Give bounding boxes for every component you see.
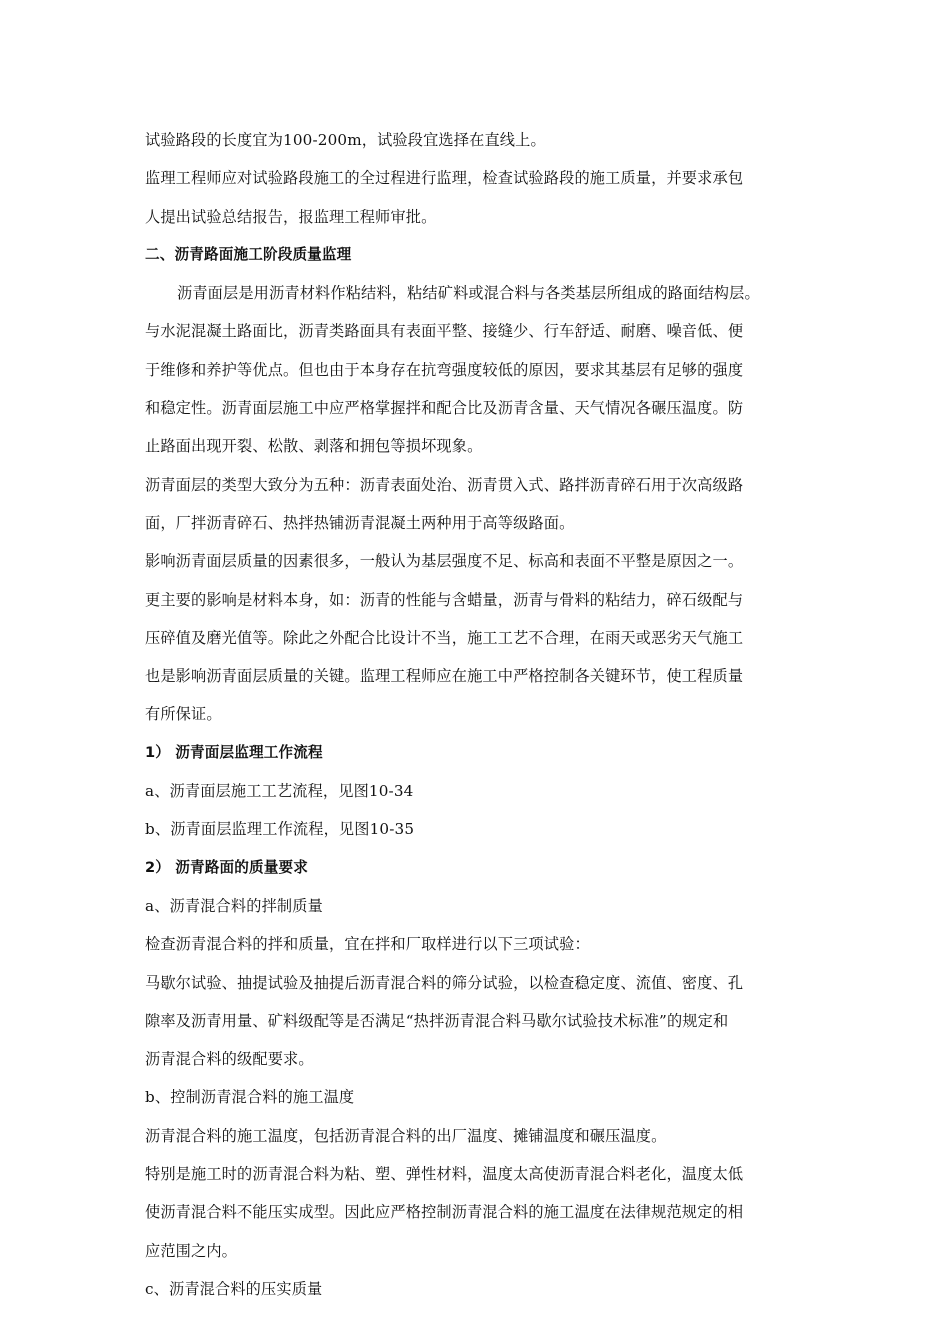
text-line: 沥青面层是用沥青材料作粘结料，粘结矿料或混合料与各类基层所组成的路面结构层。 [177,284,760,303]
text-line: 马歇尔试验、抽提试验及抽提后沥青混合料的筛分试验，以检查稳定度、流值、密度、孔 [145,973,744,992]
text-line: 更主要的影响是材料本身，如：沥青的性能与含蜡量，沥青与骨料的粘结力，碎石级配与 [145,590,744,609]
text-line: 试验路段的长度宜为100-200m，试验段宜选择在直线上。 [145,131,546,149]
text-line: 影响沥青面层质量的因素很多，一般认为基层强度不足、标高和表面不平整是原因之一。 [145,552,744,571]
text-line: a、沥青面层施工工艺流程，见图10-34 [145,782,414,801]
text-line: 和稳定性。沥青面层施工中应严格掌握拌和配合比及沥青含量、天气情况各碾压温度。防 [145,399,744,418]
text-line: 应范围之内。 [145,1241,238,1260]
document-body [145,121,825,1308]
text-line: 压碎值及磨光值等。除此之外配合比设计不当，施工工艺不合理，在雨天或恶劣天气施工 [145,628,744,647]
text-line: 隙率及沥青用量、矿料级配等是否满足“热拌沥青混合料马歇尔试验技术标准”的规定和 [145,1011,729,1030]
text-line: b、控制沥青混合料的施工温度 [145,1088,355,1107]
text-line: 有所保证。 [145,705,222,724]
text-line: 也是影响沥青面层质量的关键。监理工程师应在施工中严格控制各关键环节，使工程质量 [145,667,744,686]
text-line: c、沥青混合料的压实质量 [145,1279,323,1298]
text-line: 面，厂拌沥青碎石、热拌热铺沥青混凝土两种用于高等级路面。 [145,513,575,532]
text-line: 检查沥青混合料的拌和质量，宜在拌和厂取样进行以下三项试验： [145,935,590,954]
text-line: 监理工程师应对试验路段施工的全过程进行监理，检查试验路段的施工质量，并要求承包 [145,169,744,188]
text-line: 沥青混合料的施工温度，包括沥青混合料的出厂温度、摊铺温度和碾压温度。 [145,1126,667,1145]
subsection-heading: 1） 沥青面层监理工作流程 [145,743,323,761]
text-line: 使沥青混合料不能压实成型。因此应严格控制沥青混合料的施工温度在法律规范规定的相 [145,1203,744,1222]
text-line: 特别是施工时的沥青混合料为粘、塑、弹性材料，温度太高使沥青混合料老化，温度太低 [145,1165,744,1184]
text-line: 人提出试验总结报告，报监理工程师审批。 [145,207,437,226]
text-line: 与水泥混凝土路面比，沥青类路面具有表面平整、接缝少、行车舒适、耐磨、噪音低、便 [145,322,744,341]
text-line: 沥青混合料的级配要求。 [145,1050,314,1069]
text-line: a、沥青混合料的拌制质量 [145,896,323,915]
text-line: 止路面出现开裂、松散、剥落和拥包等损坏现象。 [145,437,483,456]
text-line: 于维修和养护等优点。但也由于本身存在抗弯强度较低的原因，要求其基层有足够的强度 [145,360,744,379]
section-heading: 二、沥青路面施工阶段质量监理 [145,245,352,263]
text-line: b、沥青面层监理工作流程，见图10-35 [145,820,415,839]
subsection-heading: 2） 沥青路面的质量要求 [145,858,308,876]
text-line: 沥青面层的类型大致分为五种：沥青表面处治、沥青贯入式、路拌沥青碎石用于次高级路 [145,475,744,494]
